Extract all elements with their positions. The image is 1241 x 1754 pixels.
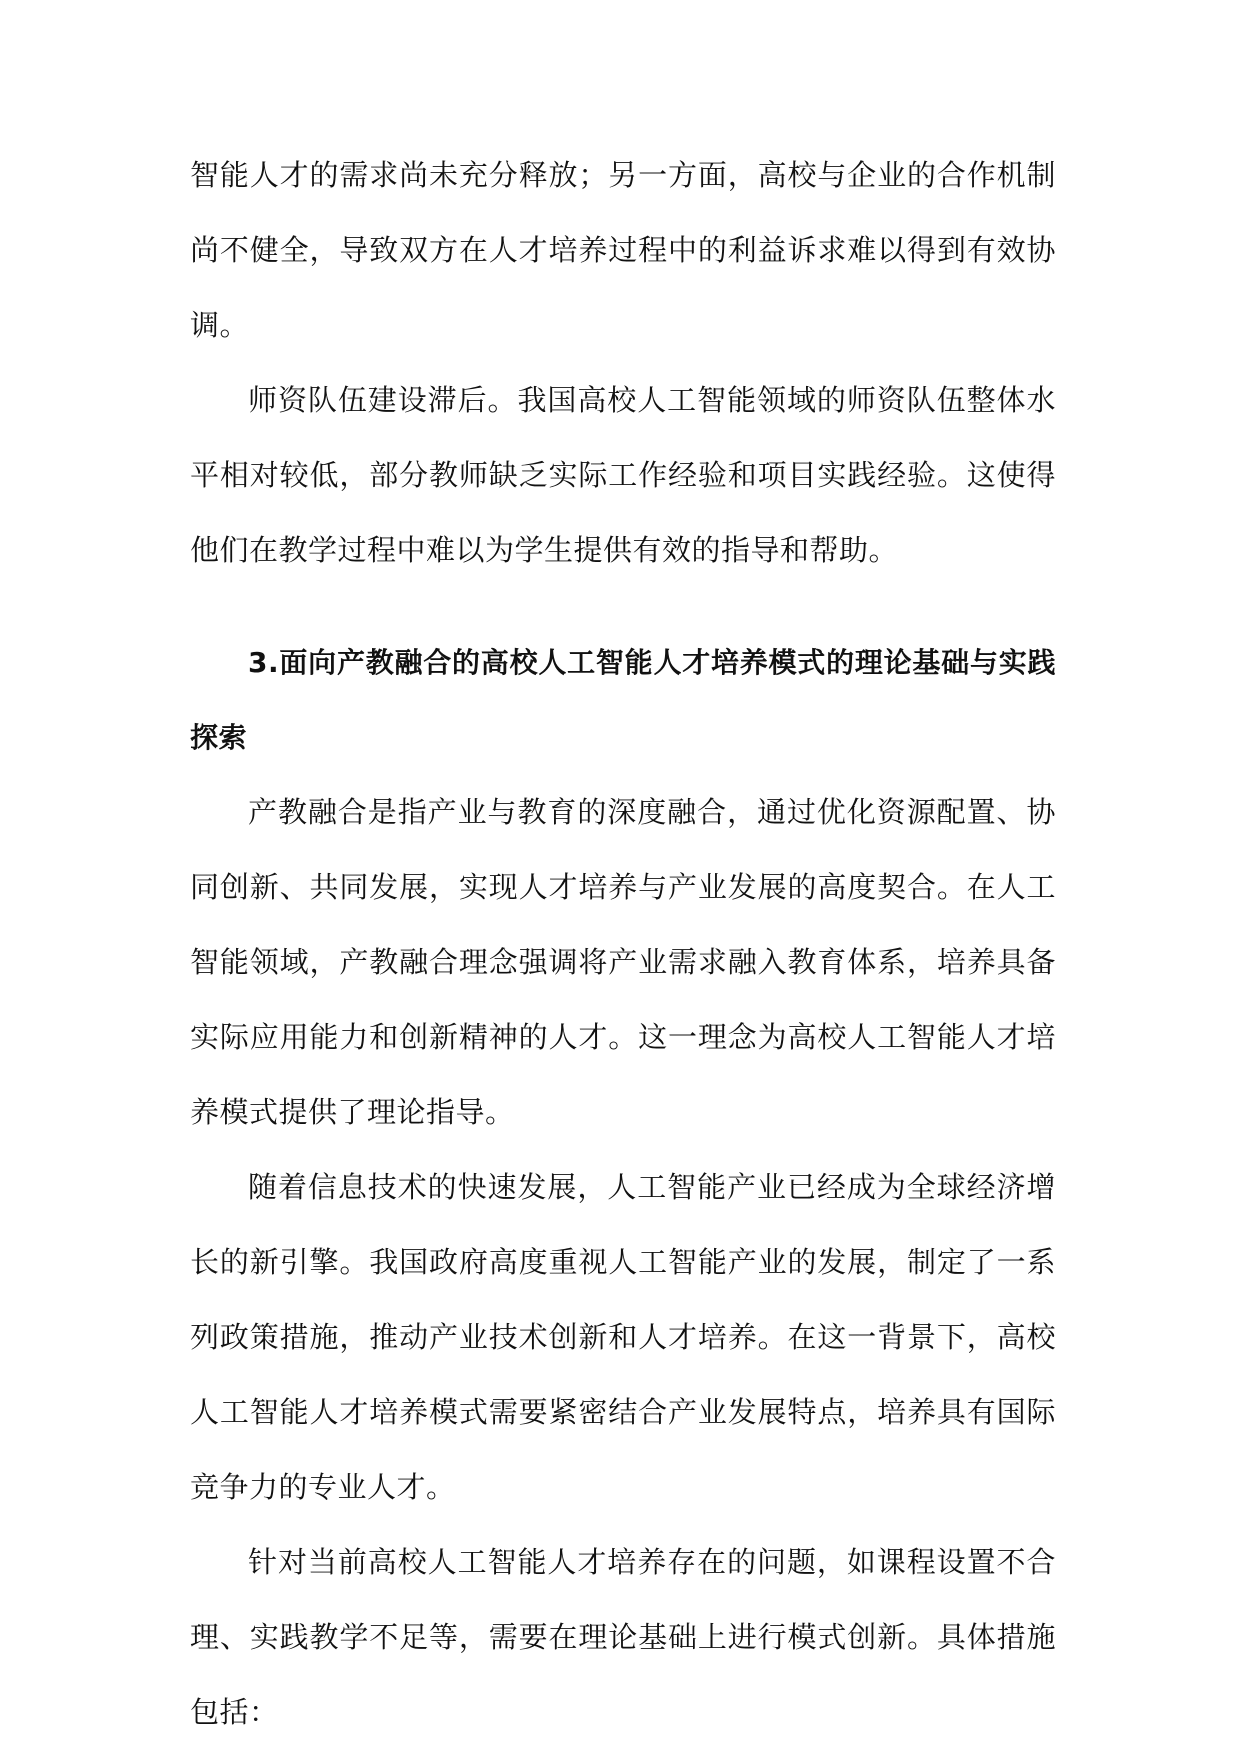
paragraph-continuation: 智能人才的需求尚未充分释放；另一方面，高校与企业的合作机制尚不健全，导致双方在人才培养过程中的利益诉求难以得到有效协调。	[190, 158, 1056, 342]
paragraph-measures: 针对当前高校人工智能人才培养存在的问题，如课程设置不合理、实践教学不足等，需要在理论基础上进行模式创新。具体措施包括：	[190, 1545, 1056, 1729]
document-page	[190, 138, 1056, 1750]
paragraph-faculty: 师资队伍建设滞后。我国高校人工智能领域的师资队伍整体水平相对较低，部分教师缺乏实际工作经验和项目实践经验。这使得他们在教学过程中难以为学生提供有效的指导和帮助。	[190, 383, 1056, 567]
paragraph-industry-background: 随着信息技术的快速发展，人工智能产业已经成为全球经济增长的新引擎。我国政府高度重视人工智能产业的发展，制定了一系列政策措施，推动产业技术创新和人才培养。在这一背景下，高校人工智能人才培养模式需要紧密结合产业发展特点，培养具有国际竞争力的专业人才。	[190, 1170, 1056, 1504]
paragraph-integration-definition: 产教融合是指产业与教育的深度融合，通过优化资源配置、协同创新、共同发展，实现人才培养与产业发展的高度契合。在人工智能领域，产教融合理念强调将产业需求融入教育体系，培养具备实际应用能力和创新精神的人才。这一理念为高校人工智能人才培养模式提供了理论指导。	[190, 795, 1056, 1129]
section-heading: 3.面向产教融合的高校人工智能人才培养模式的理论基础与实践探索	[190, 646, 1056, 754]
